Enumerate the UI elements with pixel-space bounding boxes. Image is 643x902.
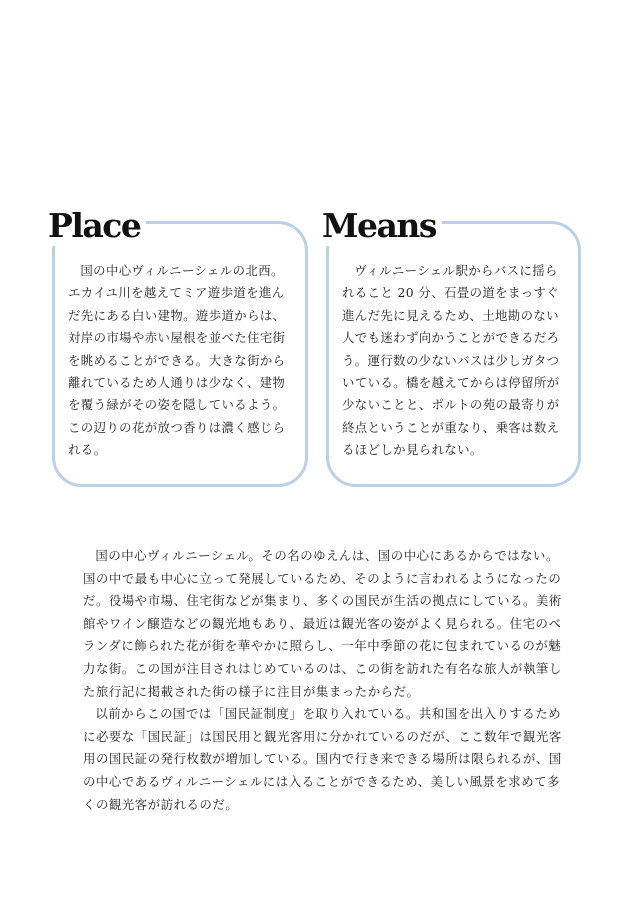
means-description: ヴィルニーシェル駅からバスに揺られること 20 分、石畳の道をまっすぐ進んだ先に見えるため、土地勘のない人でも迷わず向かうことができるだろう。運行数の少ないバスは少しガタついている。橋を越えてからは停留所が少ないことと、ポルトの苑の最寄りが終点ということが重なり、乗客は数えるほどしか見られない。: [342, 263, 560, 458]
article-paragraph-2: 以前からこの国では「国民証制度」を取り入れている。共和国を出入りするために必要な「国民証」は国民用と観光客用に分かれているのだが、ここ数年で観光客用の国民証の発行枚数が増加している。国内で行き来できる場所は限られるが、国の中心であるヴィルニーシェルには入ることができるため、美しい風景を求めて多くの観光客が訪れるのだ。: [83, 706, 562, 812]
place-heading: Place: [48, 206, 146, 246]
article-body: [83, 545, 569, 816]
article-paragraph-1: 国の中心ヴィルニーシェル。その名のゆえんは、国の中心にあるからではない。国の中で最も中心に立って発展しているため、そのように言われるようになったのだ。役場や市場、住宅街などが集まり、多くの国民が生活の拠点にしている。美術館やワイン醸造などの観光地もあり、最近は観光客の姿がよく見られる。住宅のベランダに飾られた花が街を華やかに照らし、一年中季節の花に包まれているのが魅力な街。この国が注目されはじめているのは、この街を訪れた有名な旅人が執筆した旅行記に掲載された街の様子に注目が集まったからだ。: [83, 548, 562, 699]
means-heading: Means: [322, 206, 442, 246]
place-description: 国の中心ヴィルニーシェルの北西。エカイユ川を越えてミア遊歩道を進んだ先にある白い建物。遊歩道からは、対岸の市場や赤い屋根を並べた住宅街を眺めることができる。大きな街から離れているため人通りは少なく、建物を覆う緑がその姿を隠しているよう。この辺りの花が放つ香りは濃く感じられる。: [68, 263, 286, 458]
